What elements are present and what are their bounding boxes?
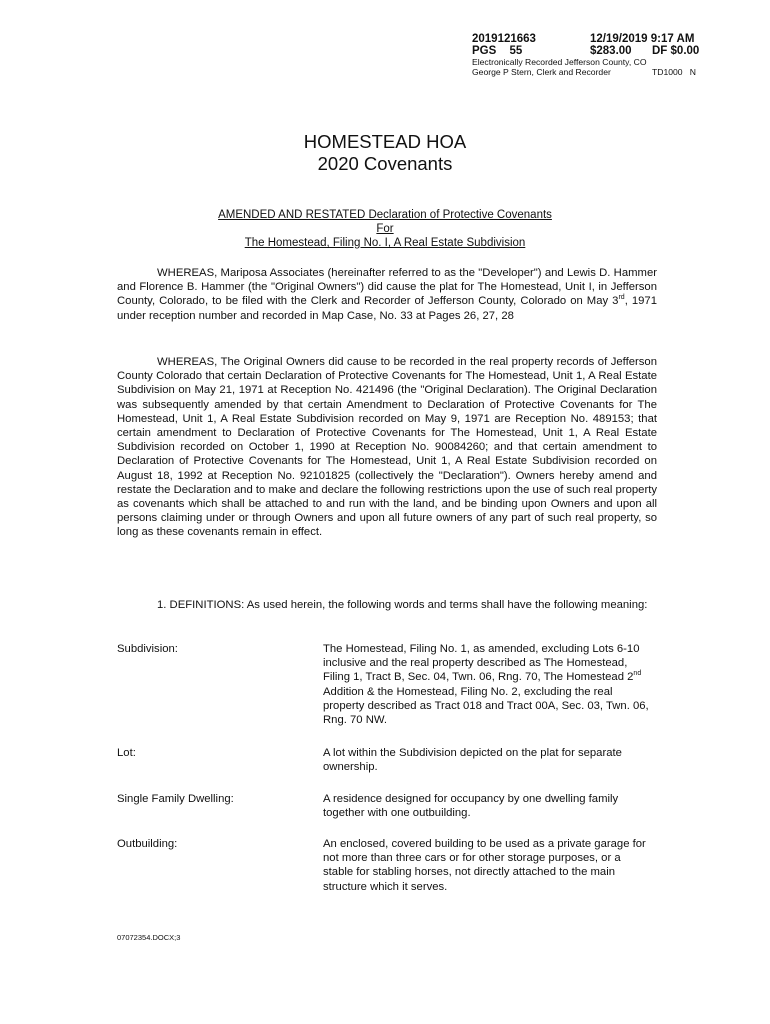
declaration-heading: AMENDED AND RESTATED Declaration of Protective Covenants [218, 209, 552, 221]
definition-term-subdivision: Subdivision: [117, 643, 178, 655]
definition-text-subdivision: The Homestead, Filing No. 1, as amended, excluding Lots 6-10 inclusive and the real property described as The Homestead, Filing 1, Tract B, Sec. 04, Twn. 06, Rng. 70, The Homestead 2nd Addition & the Homestead, Filing No. 2, excluding the real property described as Tract 018 and Tract 00A, Sec. 03, Twn. 06, Rng. 70 NW. [323, 643, 649, 727]
stamp-row-2 [472, 45, 712, 57]
recording-stamp [472, 33, 712, 77]
fee: $283.00 [590, 45, 632, 57]
definition-term-single-family-dwelling: Single Family Dwelling: [117, 793, 234, 805]
definition-term-lot: Lot: [117, 747, 136, 759]
declaration-heading-subdivision: The Homestead, Filing No. I, A Real Estate Subdivision [244, 237, 526, 249]
reception-number: 2019121663 [472, 33, 536, 45]
definition-text-lot: A lot within the Subdivision depicted on the plat for separate ownership. [323, 747, 622, 774]
document-subtitle: 2020 Covenants [317, 153, 453, 174]
stamp-row-1 [472, 33, 712, 45]
page-count: 55 [509, 45, 523, 57]
definition-text-outbuilding: An enclosed, covered building to be used as a private garage for not more than three cars or for other storage purposes, or a stable for stabling horses, not directly attached to the main structure which it serves. [323, 838, 646, 893]
stamp-code: TD1000 N [652, 67, 696, 77]
whereas-paragraph-1: WHEREAS, Mariposa Associates (hereinafter referred to as the "Developer") and Lewis D. Hammer and Florence B. Hammer (the "Original Owners") did cause the plat for The Homestead, Unit I, in Jefferson County, Colorado, to be filed with the Clerk and Recorder of Jefferson County, Colorado on May 3rd, 1971 under reception number and recorded in Map Case, No. 33 at Pages 26, 27, 28 [117, 267, 657, 322]
pages-label: PGS [472, 45, 497, 57]
recording-note: Electronically Recorded Jefferson County, CO [472, 57, 647, 67]
whereas-paragraph-2: WHEREAS, The Original Owners did cause to be recorded in the real property records of Jefferson County Colorado that certain Declaration of Protective Covenants for The Homestead, Unit 1, A Real Estate Subdivision on May 21, 1971 at Reception No. 421496 (the "Original Declaration). The Original Declaration was subsequently amended by that certain Amendment to Declaration of Protective Covenants for The Homestead, Unit 1, A Real Estate Subdivision recorded on May 9, 1971 are Reception No. 489153; that certain amendment to Declaration of Protective Covenants for The Homestead, Unit 1, A Real Estate Subdivision recorded on October 1, 1990 at Reception No. 90084260; and that certain amendment to Declaration of Protective Covenants for The Homestead, Unit 1, A Real Estate Subdivision recorded on August 18, 1992 at Reception No. 92101825 (collectively the "Declaration"). Owners hereby amend and restate the Declaration and to make and declare the following restrictions upon the use of such real property as covenants which shall be attached to and run with the land, and be binding upon Owners and upon all persons claiming under or through Owners and upon all future owners of any part of such real property, so long as these covenants remain in effect. [117, 356, 657, 539]
recorded-datetime: 12/19/2019 9:17 AM [590, 33, 695, 45]
definitions-intro: 1. DEFINITIONS: As used herein, the following words and terms shall have the following meaning: [157, 599, 648, 611]
declaration-heading-for: For [376, 223, 394, 235]
recorder-name: George P Stern, Clerk and Recorder [472, 67, 611, 77]
definition-text-single-family-dwelling: A residence designed for occupancy by one dwelling family together with one outbuilding. [323, 793, 619, 820]
doc-fee: DF $0.00 [652, 45, 700, 57]
document-title: HOMESTEAD HOA [303, 131, 467, 152]
document-footer-id: 07072354.DOCX;3 [117, 933, 181, 942]
definition-term-outbuilding: Outbuilding: [117, 838, 178, 850]
stamp-row-4 [472, 67, 712, 77]
